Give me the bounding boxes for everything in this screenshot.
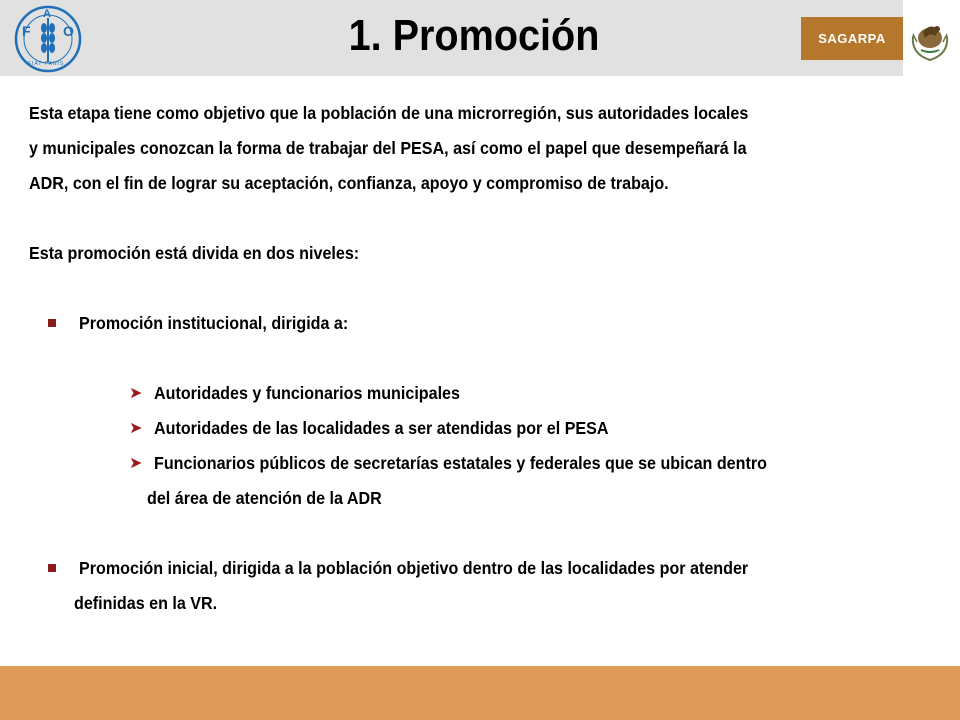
level1-subitem [29, 411, 929, 446]
fao-motto: FIAT PANIS [28, 61, 65, 67]
level1-label: Promoción institucional, dirigida a: [79, 313, 349, 333]
slide-content [29, 96, 929, 621]
level2-continuation-text: definidas en la VR. [74, 593, 218, 613]
square-bullet-icon [48, 319, 56, 327]
arrow-bullet-icon: ➤ [129, 455, 143, 472]
subitem-label: Autoridades de las localidades a ser atendidas por el PESA [154, 418, 609, 438]
arrow-bullet-icon: ➤ [129, 385, 143, 402]
level1-subitem [29, 376, 929, 411]
intro-paragraph [29, 96, 929, 201]
fao-letter-f: F [22, 23, 31, 39]
subitem-continuation [29, 481, 929, 516]
intro-line: ADR, con el fin de lograr su aceptación, confianza, apoyo y compromiso de trabajo. [29, 173, 669, 193]
fao-letter-a: A [43, 8, 51, 20]
level1-item [29, 306, 929, 341]
subitem-continuation-text: del área de atención de la ADR [147, 488, 382, 508]
arrow-bullet-icon: ➤ [129, 420, 143, 437]
fao-letter-o: O [63, 23, 74, 39]
intro-line: Esta etapa tiene como objetivo que la población de una microrregión, sus autoridades locales [29, 103, 749, 123]
header-bar [0, 0, 903, 76]
levels-heading: Esta promoción está divida en dos niveles: [29, 243, 360, 263]
level2-label: Promoción inicial, dirigida a la población objetivo dentro de las localidades por atender [79, 558, 749, 578]
intro-line: y municipales conozcan la forma de trabajar del PESA, así como el papel que desempeñará la [29, 138, 747, 158]
footer-bar [0, 666, 960, 720]
level1-subitem [29, 446, 929, 481]
page-title: 1. Promoción [348, 11, 600, 60]
sagarpa-logo: SAGARPA [801, 17, 903, 60]
level2-item [29, 551, 929, 586]
mexico-seal-icon [907, 14, 953, 64]
subitem-label: Funcionarios públicos de secretarías estatales y federales que se ubican dentro [154, 453, 767, 473]
level2-continuation [29, 586, 929, 621]
square-bullet-icon [48, 564, 56, 572]
subitem-label: Autoridades y funcionarios municipales [154, 383, 460, 403]
